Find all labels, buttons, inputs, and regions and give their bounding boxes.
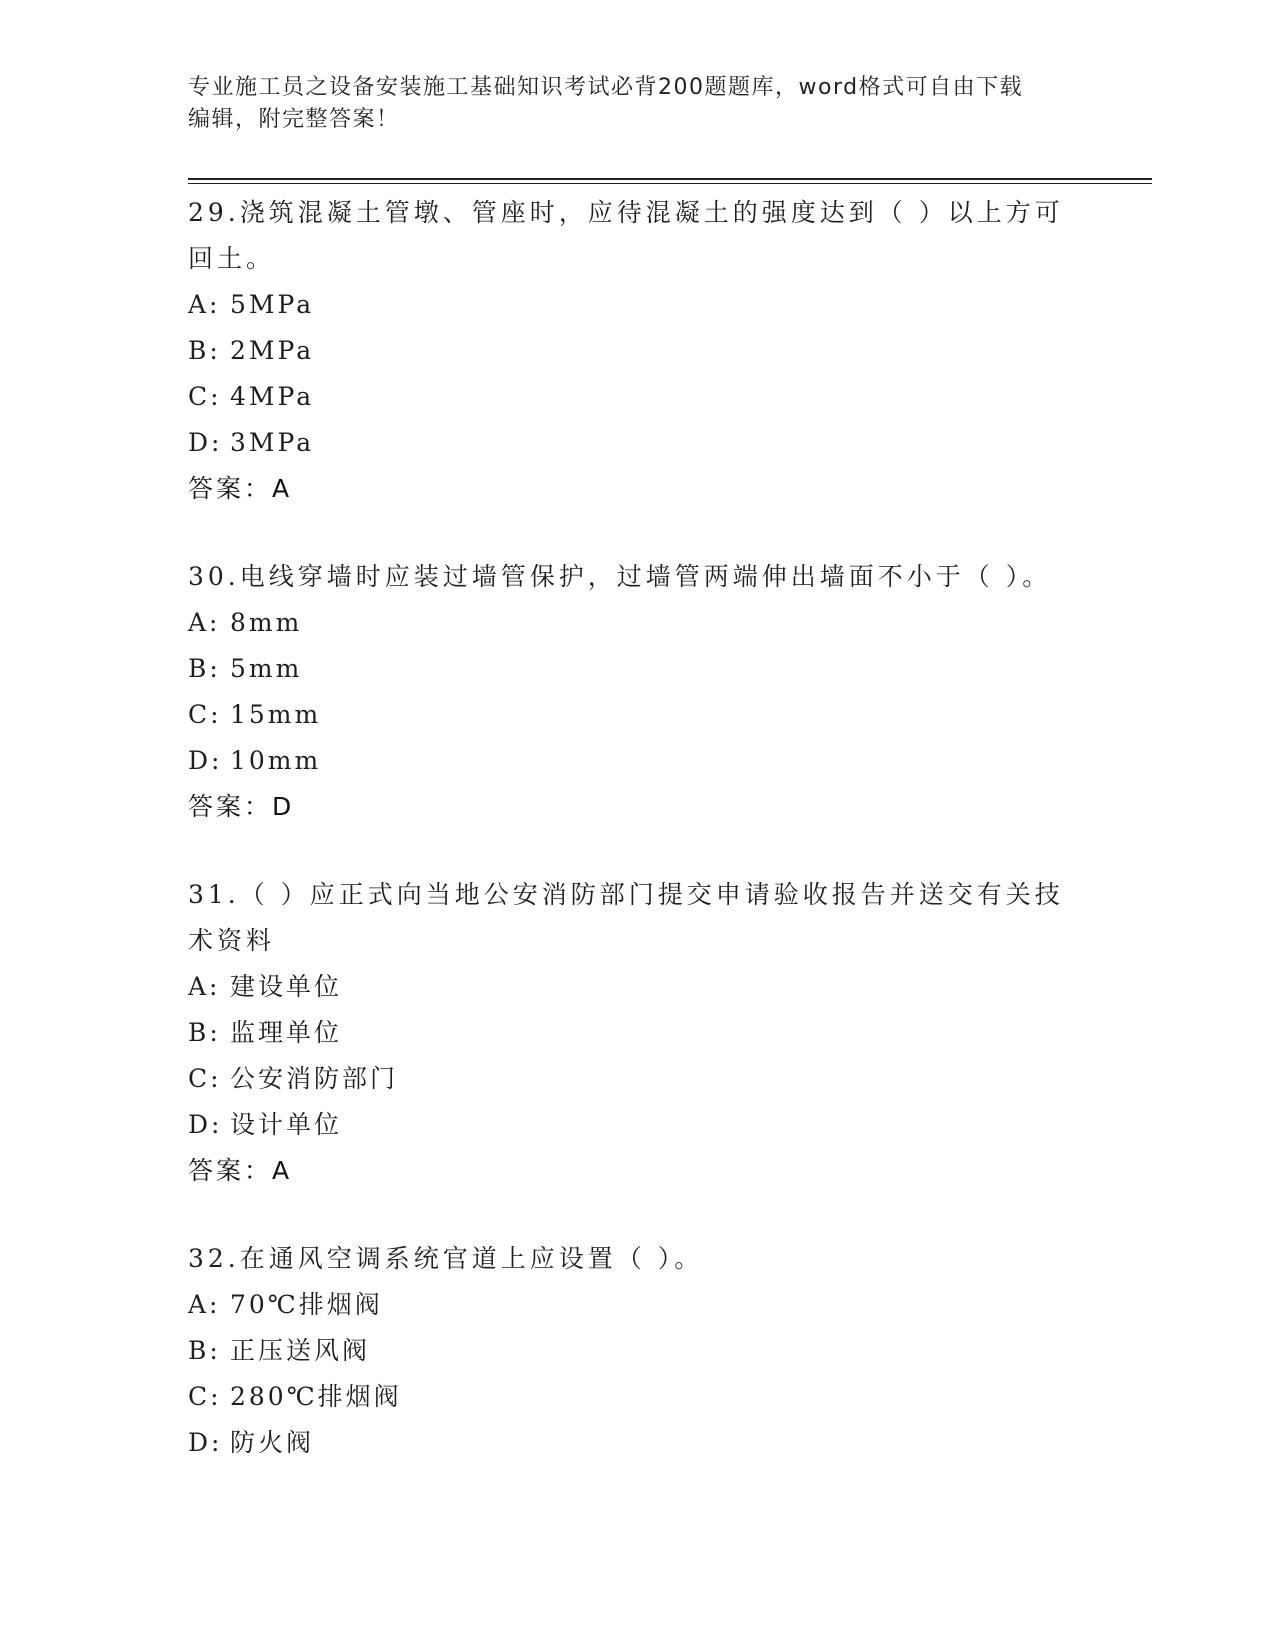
option-letter: B: [188,1018,221,1047]
option-text: 4MPa [230,382,315,411]
option-a [188,1282,1068,1328]
option-text: 5MPa [230,290,315,319]
option-text: 8mm [230,608,303,637]
question-31 [188,872,1068,1194]
question-30 [188,554,1068,830]
option-text: 15mm [230,700,322,729]
question-text: 31.（ ）应正式向当地公安消防部门提交申请验收报告并送交有关技术资料 [188,880,1064,955]
option-letter: A: [188,608,221,637]
option-letter: A: [188,290,221,319]
option-text: 防火阀 [230,1428,315,1457]
header-line-1: 专业施工员之设备安装施工基础知识考试必背200题题库，word格式可自由下载 [188,75,1024,100]
option-text: 3MPa [230,428,315,457]
answer-line: 答案：D [188,792,295,821]
option-letter: A: [188,972,221,1001]
option-b [188,1328,1068,1374]
option-letter: B: [188,654,221,683]
document-header [188,72,1068,136]
question-text: 29.浇筑混凝土管墩、管座时，应待混凝土的强度达到（ ）以上方可回土。 [188,198,1064,273]
option-text: 2MPa [230,336,315,365]
option-text: 正压送风阀 [230,1336,371,1365]
question-text: 32.在通风空调系统官道上应设置（ ）。 [188,1244,704,1273]
option-letter: C: [188,382,222,411]
option-letter: B: [188,336,221,365]
option-letter: C: [188,1064,222,1093]
option-d [188,420,1068,466]
option-text: 建设单位 [230,972,343,1001]
option-letter: C: [188,700,222,729]
header-line-2: 编辑，附完整答案！ [188,107,400,132]
header-divider-thin [188,183,1152,184]
option-letter: D: [188,428,223,457]
option-b [188,328,1068,374]
option-letter: C: [188,1382,222,1411]
option-a [188,600,1068,646]
option-d [188,1102,1068,1148]
option-text: 公安消防部门 [230,1064,399,1093]
question-text: 30.电线穿墙时应装过墙管保护，过墙管两端伸出墙面不小于（ ）。 [188,562,1052,591]
answer-line: 答案：A [188,474,293,503]
option-text: 设计单位 [230,1110,343,1139]
option-d [188,1420,1068,1466]
option-d [188,738,1068,784]
option-text: 10mm [230,746,322,775]
option-b [188,1010,1068,1056]
option-letter: D: [188,746,223,775]
option-b [188,646,1068,692]
option-a [188,964,1068,1010]
option-c [188,1374,1068,1420]
option-c [188,692,1068,738]
option-text: 70℃排烟阀 [230,1290,383,1319]
option-letter: D: [188,1428,223,1457]
answer-line: 答案：A [188,1156,293,1185]
option-letter: D: [188,1110,223,1139]
header-divider-thick [188,178,1152,180]
question-32 [188,1236,1068,1466]
option-text: 监理单位 [230,1018,343,1047]
option-c [188,374,1068,420]
option-c [188,1056,1068,1102]
question-29 [188,190,1068,512]
option-text: 280℃排烟阀 [230,1382,402,1411]
option-a [188,282,1068,328]
option-letter: A: [188,1290,221,1319]
question-list [188,190,1068,1508]
option-text: 5mm [230,654,303,683]
option-letter: B: [188,1336,221,1365]
